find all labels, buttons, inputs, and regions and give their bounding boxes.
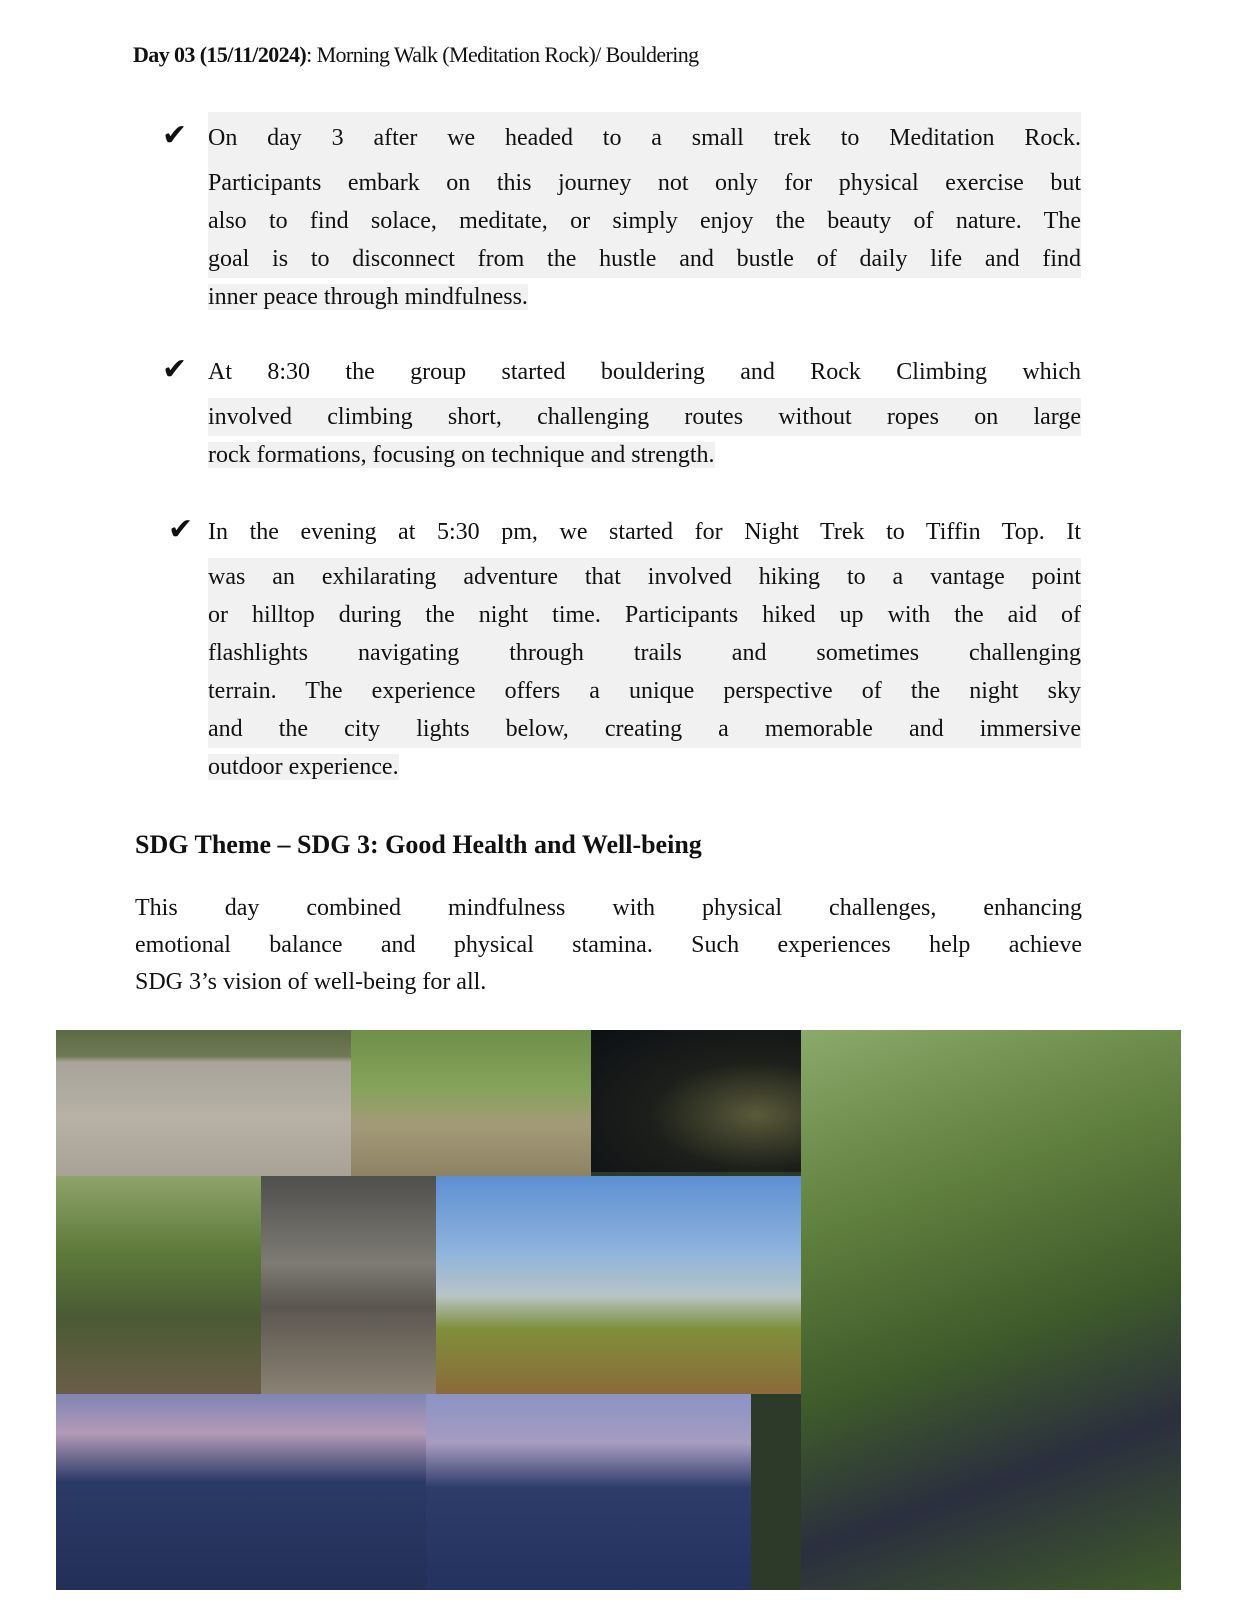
day-heading-activities: : Morning Walk (Meditation Rock)/ Bouldering [306,42,699,67]
check-mark-icon: ✔ [162,118,188,153]
bullet-line: and the city lights below, creating a memorable and immersive [208,710,1081,748]
day-heading [133,42,699,68]
photo-forest-exercise [351,1030,591,1176]
photo-group-night-boys [56,1394,426,1590]
bullet-line: goal is to disconnect from the hustle and bustle of daily life and find [208,240,1081,278]
bullet-text [208,346,1081,474]
bullet-line: outdoor experience. [208,754,399,780]
bullet-line: In the evening at 5:30 pm, we started for Night Trek to Tiffin Top. It [208,519,1081,545]
bullet-line: inner peace through mindfulness. [208,284,528,310]
check-mark-icon: ✔ [168,512,194,547]
photo-forest-walk [56,1176,261,1394]
bullet-line: On day 3 after we headed to a small trek to Meditation Rock. [208,112,1081,164]
sdg-heading: SDG Theme – SDG 3: Good Health and Well-being [135,830,702,859]
bullet-line: was an exhilarating adventure that involved hiking to a vantage point [208,558,1081,596]
summary-line: This day combined mindfulness with physical challenges, enhancing [135,895,1082,921]
bullet-text [208,506,1081,786]
bullet-line: rock formations, focusing on technique and strength. [208,442,715,468]
bullet-line: At 8:30 the group started bouldering and Rock Climbing which [208,359,1081,385]
photo-collage [56,1030,1181,1590]
day-heading-date: Day 03 (15/11/2024) [133,42,307,67]
photo-morning-exercise-ground [56,1030,351,1176]
summary-line: SDG 3’s vision of well-being for all. [135,969,487,995]
check-mark-icon: ✔ [162,352,188,387]
photo-trail-helmets [801,1030,1181,1590]
summary-line: emotional balance and physical stamina. Such experiences help achieve [135,932,1082,958]
bullet-line: also to find solace, meditate, or simply enjoy the beauty of nature. The [208,202,1081,240]
bullet-line: or hilltop during the night time. Participants hiked up with the aid of [208,596,1081,634]
photo-bouldering [261,1176,436,1394]
photo-night-city-lights [591,1030,828,1172]
bullet-line: involved climbing short, challenging routes without ropes on large [208,398,1081,436]
bullet-line: terrain. The experience offers a unique perspective of the night sky [208,672,1081,710]
bullet-line: Participants embark on this journey not only for physical exercise but [208,164,1081,202]
bullet-line: flashlights navigating through trails and sometimes challenging [208,634,1081,672]
summary-paragraph [135,890,1082,1001]
bullet-text [208,112,1081,316]
photo-ridge-trek [436,1176,801,1394]
photo-group-night-girls [426,1394,751,1590]
